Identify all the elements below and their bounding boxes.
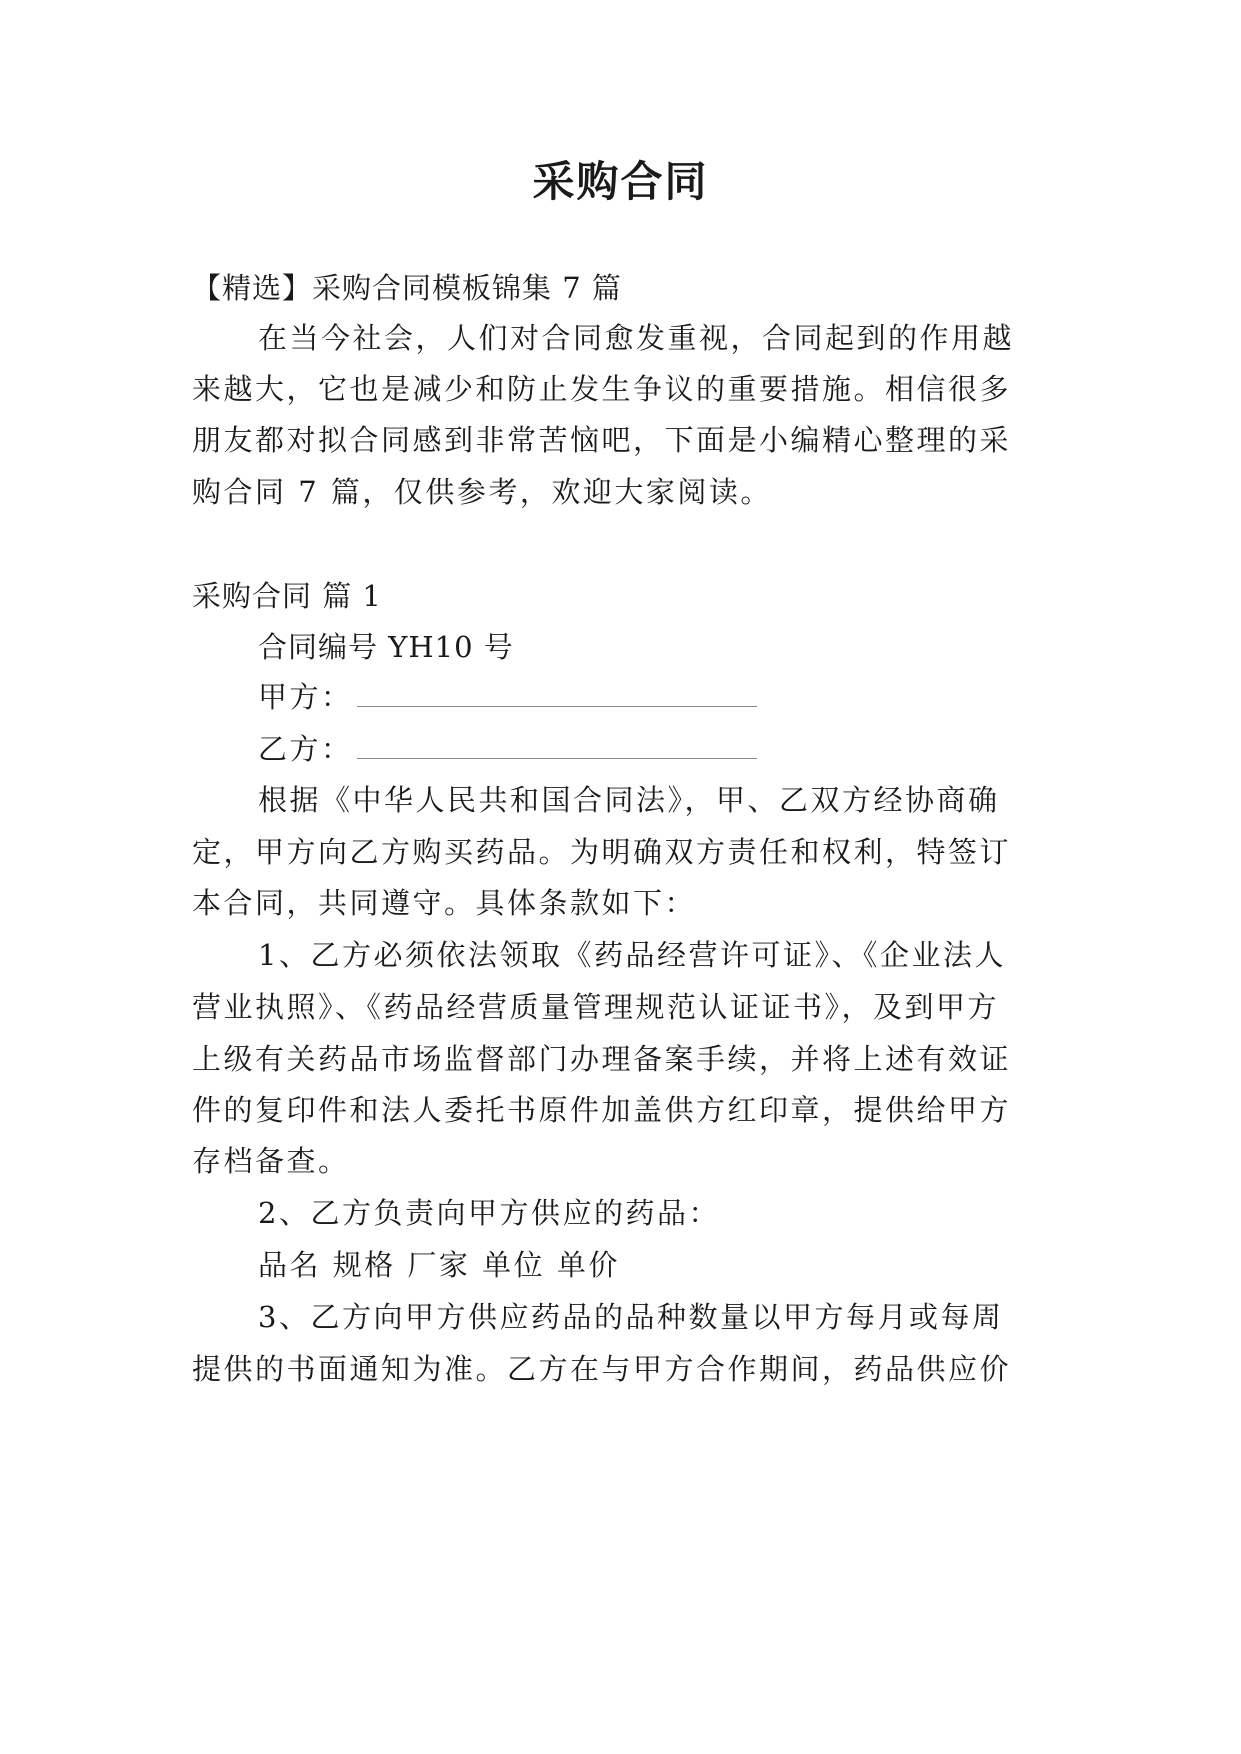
clause-3-line-1: 3、乙方向甲方供应药品的品种数量以甲方每月或每周 — [258, 1300, 1004, 1334]
party-b-row — [258, 729, 1128, 769]
page-title: 采购合同 — [532, 157, 709, 206]
basis-line-3: 本合同，共同遵守。具体条款如下： — [192, 886, 697, 920]
basis-line-1: 根据《中华人民共和国合同法》，甲、乙双方经协商确 — [258, 783, 1000, 817]
intro-line-1: 在当今社会，人们对合同愈发重视，合同起到的作用越 — [258, 321, 1015, 355]
basis-line-2: 定，甲方向乙方购买药品。为明确双方责任和权利，特签订 — [192, 835, 1012, 869]
party-a-blank — [357, 680, 757, 707]
clause-3-line-2: 提供的书面通知为准。乙方在与甲方合作期间，药品供应价 — [192, 1352, 1012, 1386]
clause-1-line-1: 1、乙方必须依法领取《药品经营许可证》、《企业法人 — [258, 938, 1006, 972]
party-a-row — [258, 677, 1128, 717]
clause-2: 2、乙方负责向甲方供应的药品： — [258, 1196, 720, 1230]
intro-line-4: 购合同 7 篇，仅供参考，欢迎大家阅读。 — [192, 475, 772, 509]
subtitle: 【精选】采购合同模板锦集 7 篇 — [192, 271, 622, 305]
clause-1-line-2: 营业执照》、《药品经营质量管理规范认证证书》，及到甲方 — [192, 990, 1000, 1024]
clause-1-line-4: 件的复印件和法人委托书原件加盖供方红印章，提供给甲方 — [192, 1093, 1012, 1127]
party-b-label: 乙方： — [258, 732, 353, 766]
table-header: 品名 规格 厂家 单位 单价 — [258, 1248, 620, 1282]
contract-number: 合同编号 YH10 号 — [258, 630, 514, 664]
party-b-blank — [357, 732, 757, 759]
intro-line-2: 来越大，它也是减少和防止发生争议的重要措施。相信很多 — [192, 372, 1012, 406]
section-heading: 采购合同 篇 1 — [192, 579, 382, 613]
clause-1-line-3: 上级有关药品市场监督部门办理备案手续，并将上述有效证 — [192, 1042, 1012, 1076]
clause-1-line-5: 存档备查。 — [192, 1144, 350, 1178]
intro-line-3: 朋友都对拟合同感到非常苦恼吧，下面是小编精心整理的采 — [192, 423, 1012, 457]
party-a-label: 甲方： — [258, 680, 353, 714]
